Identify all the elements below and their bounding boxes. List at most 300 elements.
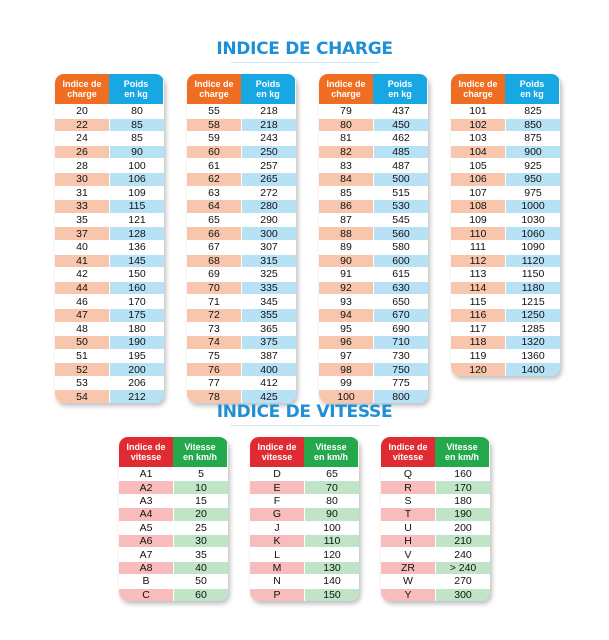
table-row <box>381 534 490 547</box>
table-row <box>55 267 164 281</box>
load-index-cell: 117 <box>451 322 506 336</box>
load-value-cell: 206 <box>110 376 164 390</box>
table-row <box>319 376 428 390</box>
speed-index-cell: C <box>119 588 174 601</box>
speed-value-cell: 20 <box>174 507 228 520</box>
load-index-cell: 78 <box>187 389 242 403</box>
table-header <box>319 74 428 104</box>
table-row <box>451 294 560 308</box>
load-index-cell: 94 <box>319 308 374 322</box>
table-row <box>319 131 428 145</box>
load-value-cell: 335 <box>242 281 296 295</box>
speed-index-cell: R <box>381 480 436 493</box>
speed-index-cell: W <box>381 574 436 587</box>
load-index-cell: 48 <box>55 322 110 336</box>
load-value-cell: 300 <box>242 226 296 240</box>
load-index-cell: 51 <box>55 349 110 363</box>
table-row <box>187 349 296 363</box>
load-value-cell: 195 <box>110 349 164 363</box>
speed-index-cell: M <box>250 561 305 574</box>
load-value-cell: 115 <box>110 199 164 213</box>
speed-index-cell: K <box>250 534 305 547</box>
load-index-cell: 68 <box>187 254 242 268</box>
load-value-cell: 365 <box>242 322 296 336</box>
table-row <box>451 104 560 118</box>
load-value-cell: 175 <box>110 308 164 322</box>
load-value-cell: 710 <box>374 335 428 349</box>
load-index-cell: 46 <box>55 294 110 308</box>
load-index-cell: 86 <box>319 199 374 213</box>
load-value-cell: 1320 <box>506 335 560 349</box>
table-row <box>319 226 428 240</box>
table-row <box>250 588 359 601</box>
table-row <box>250 507 359 520</box>
load-value-cell: 257 <box>242 158 296 172</box>
load-index-cell: 67 <box>187 240 242 254</box>
load-value-cell: 530 <box>374 199 428 213</box>
load-index-cell: 54 <box>55 389 110 403</box>
load-value-cell: 800 <box>374 389 428 403</box>
load-value-cell: 975 <box>506 186 560 200</box>
speed-value-cell: 15 <box>174 494 228 507</box>
load-index-cell: 110 <box>451 226 506 240</box>
table-row <box>451 199 560 213</box>
load-index-cell: 98 <box>319 362 374 376</box>
table-row <box>319 158 428 172</box>
load-index-cell: 104 <box>451 145 506 159</box>
load-value-cell: 1090 <box>506 240 560 254</box>
load-value-cell: 412 <box>242 376 296 390</box>
table-row <box>381 574 490 587</box>
load-index-cell: 115 <box>451 294 506 308</box>
load-value-cell: 1150 <box>506 267 560 281</box>
load-index-cell: 118 <box>451 335 506 349</box>
load-value-cell: 218 <box>242 118 296 132</box>
table-row <box>451 172 560 186</box>
table-row <box>55 131 164 145</box>
speed-index-table-1 <box>119 437 228 601</box>
table-row <box>55 254 164 268</box>
title-underline <box>231 62 379 63</box>
table-row <box>187 322 296 336</box>
speed-value-cell: 300 <box>436 588 490 601</box>
load-index-cell: 95 <box>319 322 374 336</box>
table-row <box>187 335 296 349</box>
load-value-cell: 1030 <box>506 213 560 227</box>
table-row <box>319 349 428 363</box>
speed-index-cell: U <box>381 521 436 534</box>
load-value-cell: 1000 <box>506 199 560 213</box>
load-value-cell: 1180 <box>506 281 560 295</box>
speed-index-cell: ZR <box>381 561 436 574</box>
table-row <box>319 104 428 118</box>
load-index-cell: 50 <box>55 335 110 349</box>
load-value-cell: 950 <box>506 172 560 186</box>
load-index-table-1 <box>55 74 164 403</box>
table-row <box>187 376 296 390</box>
table-row <box>55 158 164 172</box>
load-index-cell: 26 <box>55 145 110 159</box>
load-value-cell: 670 <box>374 308 428 322</box>
speed-value-cell: 35 <box>174 547 228 560</box>
load-value-cell: 307 <box>242 240 296 254</box>
speed-index-cell: S <box>381 494 436 507</box>
speed-value-cell: 100 <box>305 521 359 534</box>
table-row <box>451 281 560 295</box>
load-index-cell: 88 <box>319 226 374 240</box>
table-row <box>451 226 560 240</box>
table-row <box>319 267 428 281</box>
load-index-cell: 30 <box>55 172 110 186</box>
header-weight: Poids en kg <box>505 74 559 104</box>
table-row <box>451 158 560 172</box>
load-index-cell: 53 <box>55 376 110 390</box>
load-value-cell: 109 <box>110 186 164 200</box>
table-row <box>55 118 164 132</box>
title-underline <box>230 425 380 426</box>
load-index-title: INDICE DE CHARGE <box>0 39 609 63</box>
load-value-cell: 243 <box>242 131 296 145</box>
table-row <box>451 349 560 363</box>
load-value-cell: 750 <box>374 362 428 376</box>
speed-value-cell: 240 <box>436 547 490 560</box>
table-row <box>250 547 359 560</box>
table-row <box>55 226 164 240</box>
load-index-cell: 109 <box>451 213 506 227</box>
load-value-cell: 1360 <box>506 349 560 363</box>
header-weight: Poids en kg <box>241 74 295 104</box>
table-row <box>381 588 490 601</box>
load-value-cell: 850 <box>506 118 560 132</box>
table-row <box>119 467 228 480</box>
load-value-cell: 280 <box>242 199 296 213</box>
speed-index-cell: A2 <box>119 480 174 493</box>
table-row <box>187 267 296 281</box>
load-value-cell: 212 <box>110 389 164 403</box>
load-value-cell: 1060 <box>506 226 560 240</box>
load-value-cell: 825 <box>506 104 560 118</box>
load-value-cell: 145 <box>110 254 164 268</box>
load-index-cell: 66 <box>187 226 242 240</box>
table-row <box>451 240 560 254</box>
table-header <box>451 74 560 104</box>
speed-index-cell: V <box>381 547 436 560</box>
table-row <box>319 118 428 132</box>
table-row <box>187 186 296 200</box>
speed-index-table-2 <box>250 437 359 601</box>
load-index-cell: 24 <box>55 131 110 145</box>
load-value-cell: 85 <box>110 131 164 145</box>
load-index-cell: 112 <box>451 254 506 268</box>
load-value-cell: 190 <box>110 335 164 349</box>
load-value-cell: 400 <box>242 362 296 376</box>
table-row <box>451 254 560 268</box>
table-row <box>55 281 164 295</box>
load-index-cell: 116 <box>451 308 506 322</box>
load-value-cell: 730 <box>374 349 428 363</box>
load-index-cell: 82 <box>319 145 374 159</box>
load-value-cell: 200 <box>110 362 164 376</box>
speed-index-cell: A4 <box>119 507 174 520</box>
speed-index-cell: D <box>250 467 305 480</box>
load-value-cell: 485 <box>374 145 428 159</box>
table-row <box>319 308 428 322</box>
table-row <box>187 199 296 213</box>
load-index-cell: 47 <box>55 308 110 322</box>
load-value-cell: 387 <box>242 349 296 363</box>
load-index-cell: 71 <box>187 294 242 308</box>
load-value-cell: 375 <box>242 335 296 349</box>
load-index-cell: 114 <box>451 281 506 295</box>
speed-value-cell: 180 <box>436 494 490 507</box>
speed-value-cell: 80 <box>305 494 359 507</box>
load-index-cell: 64 <box>187 199 242 213</box>
speed-value-cell: 90 <box>305 507 359 520</box>
speed-index-cell: E <box>250 480 305 493</box>
load-value-cell: 487 <box>374 158 428 172</box>
table-row <box>319 335 428 349</box>
table-row <box>451 322 560 336</box>
load-index-cell: 37 <box>55 226 110 240</box>
header-index: Indice de charge <box>451 74 505 104</box>
load-index-cell: 73 <box>187 322 242 336</box>
header-index: Indice de vitesse <box>250 437 304 467</box>
speed-value-cell: 190 <box>436 507 490 520</box>
load-index-cell: 90 <box>319 254 374 268</box>
load-index-cell: 42 <box>55 267 110 281</box>
load-value-cell: 136 <box>110 240 164 254</box>
table-row <box>451 118 560 132</box>
table-row <box>319 254 428 268</box>
speed-value-cell: 60 <box>174 588 228 601</box>
load-index-cell: 75 <box>187 349 242 363</box>
table-row <box>319 186 428 200</box>
table-row <box>187 240 296 254</box>
table-row <box>55 240 164 254</box>
load-index-cell: 107 <box>451 186 506 200</box>
table-row <box>451 213 560 227</box>
load-value-cell: 325 <box>242 267 296 281</box>
table-header <box>250 437 359 467</box>
load-index-cell: 102 <box>451 118 506 132</box>
speed-index-cell: B <box>119 574 174 587</box>
table-row <box>55 376 164 390</box>
load-value-cell: 600 <box>374 254 428 268</box>
load-index-cell: 93 <box>319 294 374 308</box>
load-index-cell: 40 <box>55 240 110 254</box>
table-row <box>55 186 164 200</box>
table-row <box>187 226 296 240</box>
table-row <box>451 335 560 349</box>
load-index-cell: 60 <box>187 145 242 159</box>
load-index-cell: 20 <box>55 104 110 118</box>
table-row <box>187 158 296 172</box>
load-value-cell: 90 <box>110 145 164 159</box>
load-value-cell: 875 <box>506 131 560 145</box>
load-value-cell: 121 <box>110 213 164 227</box>
speed-index-cell: T <box>381 507 436 520</box>
load-value-cell: 900 <box>506 145 560 159</box>
load-index-cell: 83 <box>319 158 374 172</box>
table-row <box>119 588 228 601</box>
load-index-cell: 81 <box>319 131 374 145</box>
load-index-cell: 44 <box>55 281 110 295</box>
table-row <box>187 362 296 376</box>
load-value-cell: 265 <box>242 172 296 186</box>
load-value-cell: 450 <box>374 118 428 132</box>
speed-value-cell: 200 <box>436 521 490 534</box>
speed-value-cell: 130 <box>305 561 359 574</box>
speed-index-cell: J <box>250 521 305 534</box>
table-row <box>55 362 164 376</box>
table-row <box>55 322 164 336</box>
load-index-cell: 33 <box>55 199 110 213</box>
table-row <box>119 534 228 547</box>
load-value-cell: 690 <box>374 322 428 336</box>
table-row <box>55 199 164 213</box>
table-row <box>187 104 296 118</box>
table-row <box>319 240 428 254</box>
speed-value-cell: 140 <box>305 574 359 587</box>
load-value-cell: 1120 <box>506 254 560 268</box>
speed-index-cell: Q <box>381 467 436 480</box>
speed-index-cell: N <box>250 574 305 587</box>
load-index-cell: 31 <box>55 186 110 200</box>
load-index-cell: 79 <box>319 104 374 118</box>
load-value-cell: 1215 <box>506 294 560 308</box>
load-index-cell: 89 <box>319 240 374 254</box>
load-index-cell: 105 <box>451 158 506 172</box>
load-value-cell: 160 <box>110 281 164 295</box>
table-row <box>381 521 490 534</box>
load-value-cell: 128 <box>110 226 164 240</box>
table-row <box>250 467 359 480</box>
speed-value-cell: 210 <box>436 534 490 547</box>
table-row <box>55 335 164 349</box>
load-index-cell: 52 <box>55 362 110 376</box>
load-index-cell: 96 <box>319 335 374 349</box>
header-weight: Poids en kg <box>109 74 163 104</box>
load-value-cell: 80 <box>110 104 164 118</box>
load-index-cell: 69 <box>187 267 242 281</box>
table-row <box>319 281 428 295</box>
table-row <box>319 294 428 308</box>
table-row <box>119 494 228 507</box>
table-row <box>381 561 490 574</box>
table-row <box>55 349 164 363</box>
load-index-cell: 35 <box>55 213 110 227</box>
load-index-table-3 <box>319 74 428 403</box>
load-value-cell: 218 <box>242 104 296 118</box>
load-value-cell: 1285 <box>506 322 560 336</box>
speed-value-cell: 170 <box>436 480 490 493</box>
table-row <box>187 281 296 295</box>
load-index-cell: 59 <box>187 131 242 145</box>
load-index-cell: 108 <box>451 199 506 213</box>
table-row <box>250 521 359 534</box>
load-index-cell: 72 <box>187 308 242 322</box>
load-index-cell: 100 <box>319 389 374 403</box>
table-row <box>451 131 560 145</box>
table-row <box>381 547 490 560</box>
table-row <box>119 507 228 520</box>
load-value-cell: 515 <box>374 186 428 200</box>
header-speed: Vitesse en km/h <box>435 437 489 467</box>
table-row <box>381 467 490 480</box>
load-value-cell: 106 <box>110 172 164 186</box>
table-row <box>55 145 164 159</box>
load-index-cell: 22 <box>55 118 110 132</box>
table-row <box>319 172 428 186</box>
table-row <box>55 213 164 227</box>
load-index-cell: 99 <box>319 376 374 390</box>
load-value-cell: 1400 <box>506 362 560 376</box>
load-index-cell: 28 <box>55 158 110 172</box>
speed-value-cell: 30 <box>174 534 228 547</box>
load-value-cell: 630 <box>374 281 428 295</box>
table-row <box>319 362 428 376</box>
load-value-cell: 425 <box>242 389 296 403</box>
load-index-cell: 55 <box>187 104 242 118</box>
speed-value-cell: 65 <box>305 467 359 480</box>
speed-index-cell: A7 <box>119 547 174 560</box>
table-row <box>451 308 560 322</box>
load-index-cell: 74 <box>187 335 242 349</box>
table-row <box>250 574 359 587</box>
table-row <box>119 574 228 587</box>
load-value-cell: 170 <box>110 294 164 308</box>
load-value-cell: 1250 <box>506 308 560 322</box>
load-value-cell: 180 <box>110 322 164 336</box>
table-row <box>55 308 164 322</box>
load-value-cell: 355 <box>242 308 296 322</box>
speed-value-cell: 110 <box>305 534 359 547</box>
load-value-cell: 615 <box>374 267 428 281</box>
header-speed: Vitesse en km/h <box>173 437 227 467</box>
load-index-cell: 97 <box>319 349 374 363</box>
table-row <box>381 494 490 507</box>
load-value-cell: 100 <box>110 158 164 172</box>
table-row <box>319 199 428 213</box>
load-value-cell: 560 <box>374 226 428 240</box>
speed-index-cell: Y <box>381 588 436 601</box>
table-row <box>187 308 296 322</box>
speed-index-cell: A5 <box>119 521 174 534</box>
load-value-cell: 650 <box>374 294 428 308</box>
header-index: Indice de charge <box>55 74 109 104</box>
speed-value-cell: 120 <box>305 547 359 560</box>
load-value-cell: 290 <box>242 213 296 227</box>
table-header <box>187 74 296 104</box>
header-index: Indice de vitesse <box>381 437 435 467</box>
load-index-table-4 <box>451 74 560 376</box>
table-row <box>187 145 296 159</box>
table-row <box>187 213 296 227</box>
speed-index-cell: A6 <box>119 534 174 547</box>
speed-index-cell: A8 <box>119 561 174 574</box>
speed-value-cell: 160 <box>436 467 490 480</box>
table-row <box>119 561 228 574</box>
table-row <box>381 480 490 493</box>
table-row <box>55 172 164 186</box>
load-value-cell: 775 <box>374 376 428 390</box>
table-row <box>187 131 296 145</box>
table-row <box>187 118 296 132</box>
table-row <box>319 322 428 336</box>
speed-index-title: INDICE DE VITESSE <box>0 402 609 426</box>
load-value-cell: 250 <box>242 145 296 159</box>
load-index-cell: 61 <box>187 158 242 172</box>
